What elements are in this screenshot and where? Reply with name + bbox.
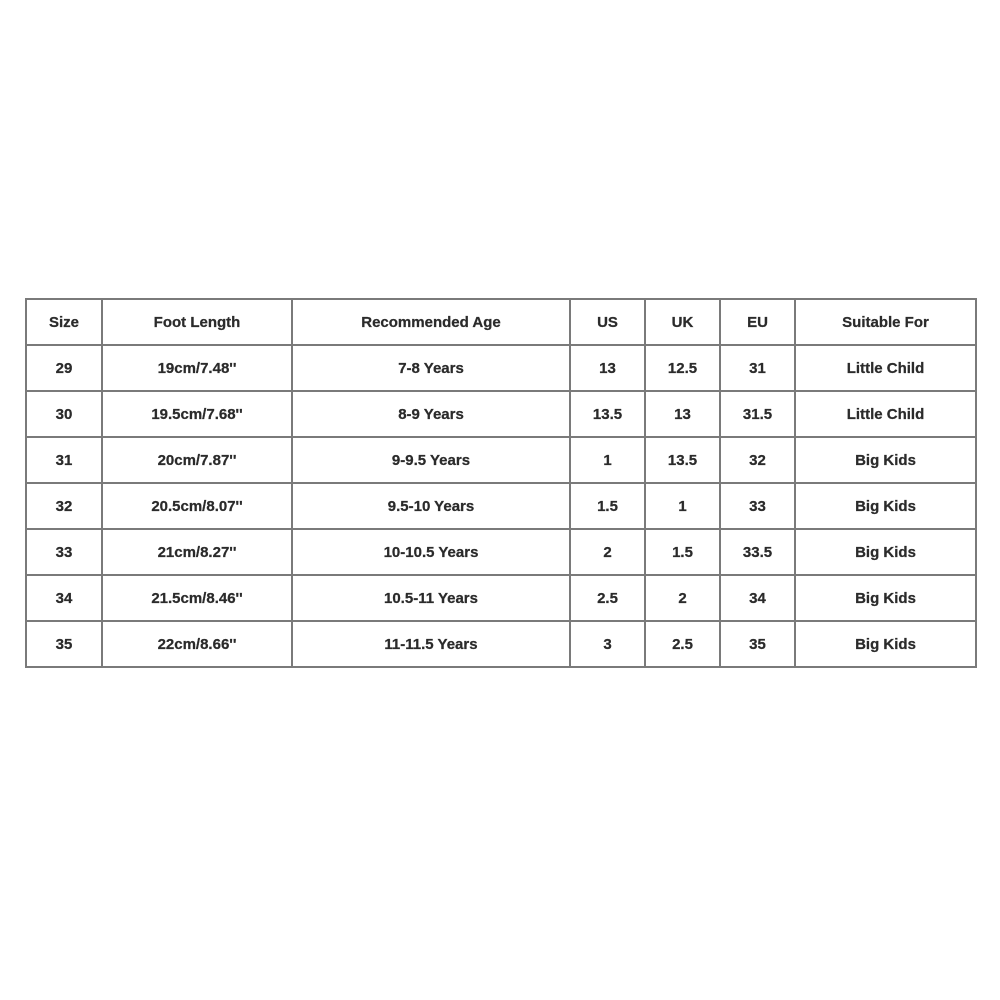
cell-foot-length: 19cm/7.48'' — [102, 345, 292, 391]
table-row — [26, 391, 976, 437]
cell-foot-length: 20.5cm/8.07'' — [102, 483, 292, 529]
table-row — [26, 345, 976, 391]
cell-eu: 33.5 — [720, 529, 795, 575]
cell-us: 1 — [570, 437, 645, 483]
cell-recommended-age: 7-8 Years — [292, 345, 570, 391]
cell-size: 34 — [26, 575, 102, 621]
cell-suitable-for: Big Kids — [795, 575, 976, 621]
table-header-row — [26, 299, 976, 345]
table-row — [26, 437, 976, 483]
cell-suitable-for: Little Child — [795, 391, 976, 437]
cell-recommended-age: 10-10.5 Years — [292, 529, 570, 575]
cell-eu: 35 — [720, 621, 795, 667]
cell-recommended-age: 8-9 Years — [292, 391, 570, 437]
cell-size: 29 — [26, 345, 102, 391]
cell-us: 3 — [570, 621, 645, 667]
cell-uk: 2 — [645, 575, 720, 621]
cell-us: 1.5 — [570, 483, 645, 529]
cell-foot-length: 22cm/8.66'' — [102, 621, 292, 667]
cell-recommended-age: 11-11.5 Years — [292, 621, 570, 667]
header-size: Size — [26, 299, 102, 345]
cell-uk: 1.5 — [645, 529, 720, 575]
cell-foot-length: 20cm/7.87'' — [102, 437, 292, 483]
cell-suitable-for: Big Kids — [795, 621, 976, 667]
cell-us: 13.5 — [570, 391, 645, 437]
cell-us: 2 — [570, 529, 645, 575]
cell-us: 13 — [570, 345, 645, 391]
table-row — [26, 575, 976, 621]
table-row — [26, 529, 976, 575]
cell-suitable-for: Big Kids — [795, 437, 976, 483]
header-uk: UK — [645, 299, 720, 345]
header-recommended-age: Recommended Age — [292, 299, 570, 345]
cell-recommended-age: 10.5-11 Years — [292, 575, 570, 621]
cell-uk: 2.5 — [645, 621, 720, 667]
cell-uk: 13 — [645, 391, 720, 437]
cell-eu: 32 — [720, 437, 795, 483]
cell-size: 33 — [26, 529, 102, 575]
cell-foot-length: 21cm/8.27'' — [102, 529, 292, 575]
cell-size: 31 — [26, 437, 102, 483]
cell-uk: 1 — [645, 483, 720, 529]
cell-size: 32 — [26, 483, 102, 529]
cell-suitable-for: Little Child — [795, 345, 976, 391]
cell-uk: 12.5 — [645, 345, 720, 391]
cell-suitable-for: Big Kids — [795, 483, 976, 529]
cell-eu: 31.5 — [720, 391, 795, 437]
header-eu: EU — [720, 299, 795, 345]
cell-size: 30 — [26, 391, 102, 437]
cell-recommended-age: 9.5-10 Years — [292, 483, 570, 529]
cell-suitable-for: Big Kids — [795, 529, 976, 575]
table-row — [26, 621, 976, 667]
cell-eu: 34 — [720, 575, 795, 621]
table-row — [26, 483, 976, 529]
cell-foot-length: 19.5cm/7.68'' — [102, 391, 292, 437]
cell-uk: 13.5 — [645, 437, 720, 483]
header-foot-length: Foot Length — [102, 299, 292, 345]
cell-size: 35 — [26, 621, 102, 667]
size-chart-table — [25, 298, 977, 668]
header-suitable-for: Suitable For — [795, 299, 976, 345]
cell-eu: 31 — [720, 345, 795, 391]
cell-foot-length: 21.5cm/8.46'' — [102, 575, 292, 621]
cell-recommended-age: 9-9.5 Years — [292, 437, 570, 483]
cell-eu: 33 — [720, 483, 795, 529]
cell-us: 2.5 — [570, 575, 645, 621]
header-us: US — [570, 299, 645, 345]
